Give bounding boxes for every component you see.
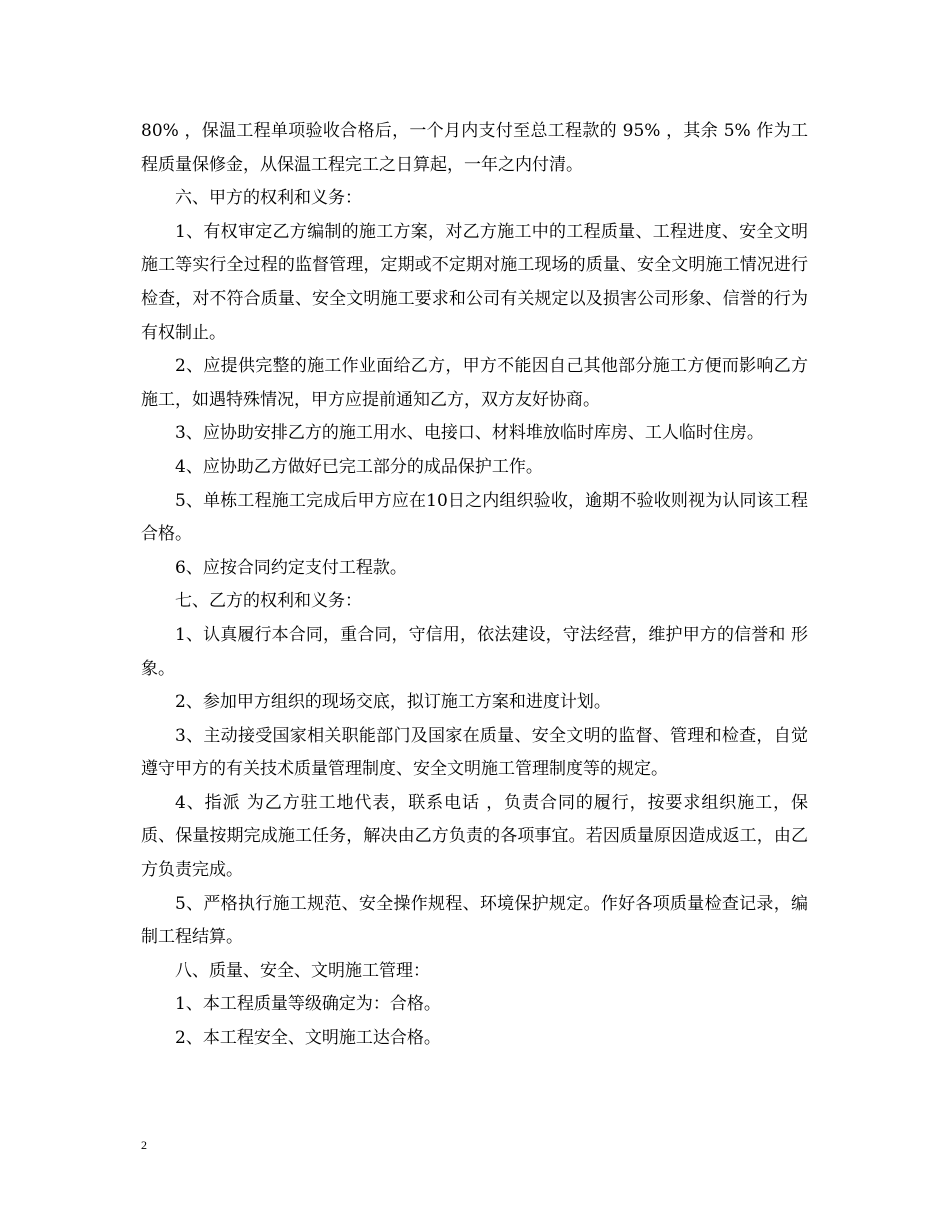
- section-heading-party-b-rights: 七、乙方的权利和义务：: [175, 591, 362, 612]
- paragraph-quality-item-1: 1、本工程质量等级确定为：合格。: [175, 994, 441, 1015]
- paragraph-party-b-item-3: 3、主动接受国家相关职能部门及国家在质量、安全文明的监督、管理和检查，自觉遵守甲方的有关技术质量管理制度、安全文明施工管理制度等的规定。: [141, 725, 808, 780]
- paragraph-party-a-item-3: 3、应协助安排乙方的施工用水、电接口、材料堆放临时库房、工人临时住房。: [175, 423, 764, 444]
- paragraph-party-b-item-5: 5、严格执行施工规范、安全操作规程、环境保护规定。作好各项质量检查记录，编制工程结算。: [141, 893, 808, 948]
- paragraph-party-a-item-5: 5、单栋工程施工完成后甲方应在10日之内组织验收，逾期不验收则视为认同该工程合格。: [141, 490, 808, 545]
- document-body: [141, 115, 808, 1056]
- paragraph-payment-terms: 80% ，保温工程单项验收合格后，一个月内支付至总工程款的 95% ，其余 5% 作为工程质量保修金，从保温工程完工之日算起，一年之内付清。: [141, 121, 808, 175]
- section-heading-party-a-rights: 六、甲方的权利和义务：: [175, 188, 362, 209]
- paragraph-quality-item-2: 2、本工程安全、文明施工达合格。: [175, 1028, 441, 1049]
- paragraph-party-b-item-2: 2、参加甲方组织的现场交底，拟订施工方案和进度计划。: [175, 692, 611, 713]
- paragraph-party-a-item-1: 1、有权审定乙方编制的施工方案，对乙方施工中的工程质量、工程进度、安全文明施工等实行全过程的监督管理，定期或不定期对施工现场的质量、安全文明施工情况进行检查，对不符合质量、安全文明施工要求和公司有关规定以及损害公司形象、信誉的行为有权制止。: [141, 221, 808, 343]
- paragraph-party-b-item-1: 1、认真履行本合同，重合同，守信用，依法建设，守法经营，维护甲方的信誉和 形象。: [141, 624, 808, 679]
- section-heading-quality-safety: 八、质量、安全、文明施工管理：: [175, 960, 430, 981]
- paragraph-party-a-item-2: 2、应提供完整的施工作业面给乙方，甲方不能因自己其他部分施工方便而影响乙方施工，如遇特殊情况，甲方应提前通知乙方，双方友好协商。: [141, 356, 808, 410]
- page-number: 2: [141, 1138, 147, 1152]
- paragraph-party-a-item-6: 6、应按合同约定支付工程款。: [175, 557, 407, 578]
- paragraph-party-a-item-4: 4、应协助乙方做好已完工部分的成品保护工作。: [175, 456, 543, 477]
- paragraph-party-b-item-4: 4、指派 为乙方驻工地代表，联系电话 ，负责合同的履行，按要求组织施工，保质、保量按期完成施工任务，解决由乙方负责的各项事宜。若因质量原因造成返工，由乙方负责完成。: [141, 792, 808, 881]
